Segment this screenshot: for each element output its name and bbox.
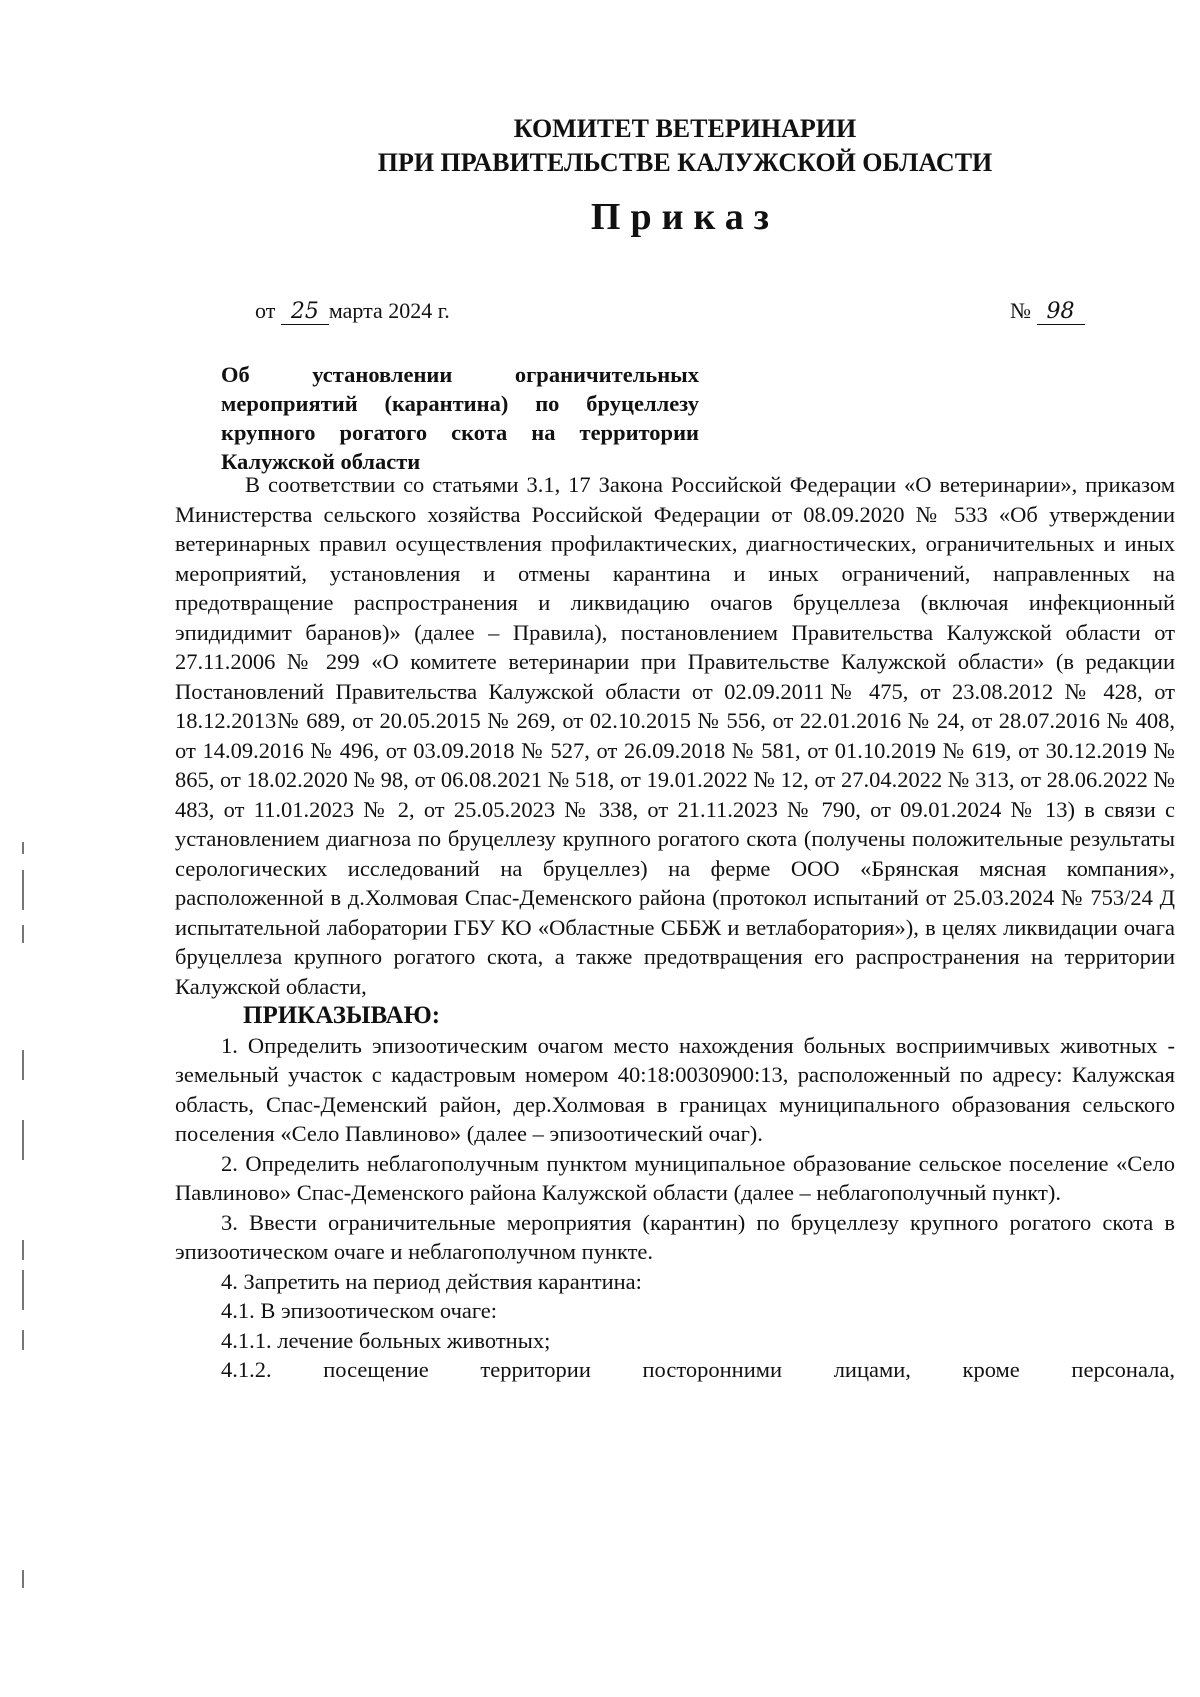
document-type-title: Приказ: [590, 196, 780, 238]
preamble-paragraph: В соответствии со статьями 3.1, 17 Закона Российской Федерации «О ветеринарии», приказом Министерства сельского хозяйства Российской Федерации от 08.09.2020 № 533 «Об утверждении ветеринарных правил осуществления профилактических, диагностических, ограничительных и иных мероприятий, установления и отмены карантина и иных ограничений, направленных на предотвращение распространения и ликвидацию очагов бруцеллеза (включая инфекционный эпидидимит баранов)» (далее – Правила), постановлением Правительства Калужской области от 27.11.2006 № 299 «О комитете ветеринарии при Правительстве Калужской области» (в редакции Постановлений Правительства Калужской области от 02.09.2011№ 475, от 23.08.2012 № 428, от 18.12.2013№ 689, от 20.05.2015 № 269, от 02.10.2015 № 556, от 22.01.2016 № 24, от 28.07.2016 № 408, от 14.09.2016 № 496, от 03.09.2018 № 527, от 26.09.2018 № 581, от 01.10.2019 № 619, от 30.12.2019 № 865, от 18.02.2020 № 98, от 06.08.2021 № 518, от 19.01.2022 № 12, от 27.04.2022 № 313, от 28.06.2022 № 483, от 11.01.2023 № 2, от 25.05.2023 № 338, от 21.11.2023 № 790, от 09.01.2024 № 13) в связи с установлением диагноза по бруцеллезу крупного рогатого скота (получены положительные результаты серологических исследований на бруцеллез) на ферме ООО «Брянская мясная компания», расположенной в д.Холмовая Спас-Деменского района (протокол испытаний от 25.03.2024 № 753/24 Д испытательной лаборатории ГБУ КО «Областные СББЖ и ветлаборатория»), в целях ликвидации очага бруцеллеза крупного рогатого скота, а также предотвращения его распространения на территории Калужской области,: [175, 472, 1175, 999]
scan-artifact: [22, 1570, 24, 1588]
scan-artifact: [22, 925, 24, 943]
item-4-1-1: 4.1.1. лечение больных животных;: [221, 1327, 551, 1353]
date-prefix: от: [255, 298, 276, 323]
scan-artifact: [22, 842, 24, 854]
date-day-handwritten: 25: [281, 299, 329, 325]
number-handwritten: 98: [1037, 299, 1085, 325]
scan-artifact: [22, 870, 24, 910]
scan-artifact: [22, 1240, 24, 1260]
item-4: 4. Запретить на период действия карантина:: [221, 1268, 642, 1294]
scan-artifact: [22, 1330, 24, 1350]
org-line-2: ПРИ ПРАВИТЕЛЬСТВЕ КАЛУЖСКОЙ ОБЛАСТИ: [377, 148, 993, 177]
item-4-1: 4.1. В эпизоотическом очаге:: [221, 1298, 498, 1323]
order-body: [175, 470, 1175, 1385]
item-4-1-2: 4.1.2. посещение территории посторонними лицами, кроме персонала,: [221, 1357, 1175, 1382]
item-3: 3. Ввести ограничительные мероприятия (карантин) по бруцеллезу крупного рогатого скота в эпизоотическом очаге и неблагополучном пункте.: [175, 1209, 1175, 1264]
number-prefix: №: [1010, 298, 1031, 323]
item-1: 1. Определить эпизоотическим очагом место нахождения больных восприимчивых животных - земельный участок с кадастровым номером 40:18:0030900:13, расположенный по адресу: Калужская область, Спас-Деменский район, дер.Холмовая в границах муниципального образования сельского поселения «Село Павлиново» (далее – эпизоотический очаг).: [175, 1032, 1175, 1146]
item-2: 2. Определить неблагополучным пунктом муниципальное образование сельское поселение «Село Павлиново» Спас-Деменского района Калужской области (далее – неблагополучный пункт).: [175, 1150, 1175, 1205]
organization-header: [0, 112, 1200, 180]
scan-artifact: [22, 1050, 24, 1080]
order-keyword: ПРИКАЗЫВАЮ:: [243, 1002, 441, 1029]
scan-artifact: [22, 1120, 24, 1160]
order-date: [255, 298, 450, 325]
order-number: [1010, 298, 1085, 325]
order-subject: Об установлении ограничительных мероприятий (карантина) по бруцеллезу крупного рогатого скота на территории Калужской области: [221, 362, 699, 474]
date-rest: марта 2024 г.: [328, 298, 450, 323]
org-line-1: КОМИТЕТ ВЕТЕРИНАРИИ: [513, 114, 857, 143]
scan-artifact: [22, 1270, 24, 1310]
